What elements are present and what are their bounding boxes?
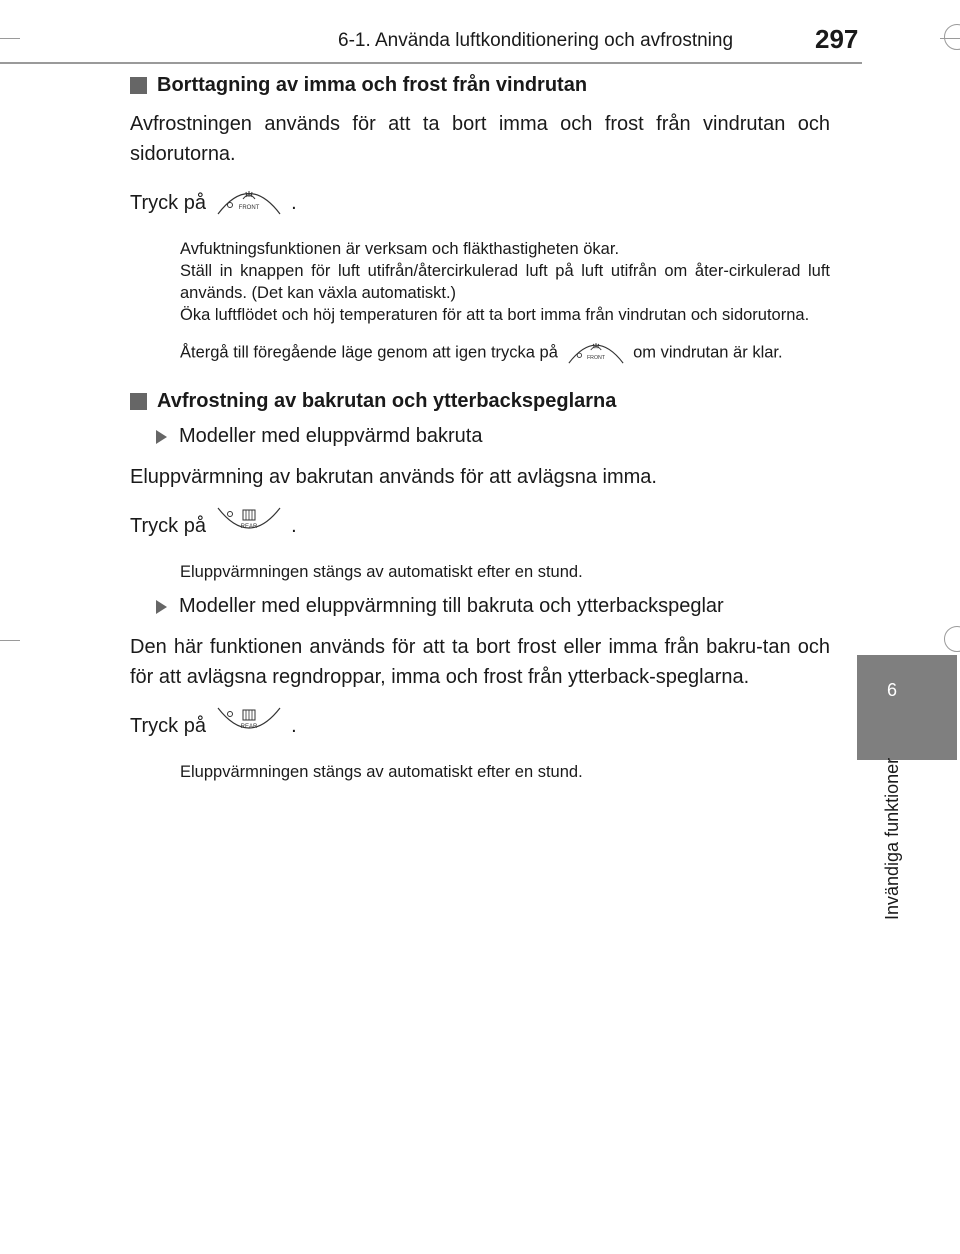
chapter-label: Invändiga funktioner	[882, 757, 902, 920]
note: Ställ in knappen för luft utifrån/återcirkulerad luft på luft utifrån om åter-cirkulerad luft används. (Det kan växla automatiskt.)	[180, 262, 830, 302]
note: Eluppvärmningen stängs av automatiskt efter en stund.	[180, 763, 583, 781]
section-heading	[130, 74, 830, 97]
page-number: 297	[815, 24, 859, 54]
front-defroster-icon	[216, 183, 282, 224]
triangle-bullet-icon	[156, 430, 167, 444]
rear-defroster-icon	[216, 506, 282, 547]
sub1-notes	[180, 561, 830, 583]
svg-text:FRONT: FRONT	[238, 205, 259, 211]
section1-intro: Avfrostningen används för att ta bort imma och frost från vindrutan och sidorutorna.	[130, 113, 830, 165]
triangle-bullet-icon	[156, 600, 167, 614]
crop-mark	[0, 640, 20, 641]
section1-heading: Borttagning av imma och frost från vindrutan	[157, 74, 588, 96]
section2-heading: Avfrostning av bakrutan och ytterbackspeglarna	[157, 390, 617, 412]
section-heading	[130, 390, 830, 413]
rear-defroster-icon	[216, 706, 282, 747]
svg-text:REAR: REAR	[240, 724, 257, 730]
registration-mark	[944, 626, 960, 652]
note: Återgå till föregående läge genom att igen trycka på FRONT om vindrutan är klar.	[180, 336, 830, 370]
square-bullet-icon	[130, 393, 147, 410]
sub2-notes	[180, 761, 830, 783]
front-defroster-icon	[567, 336, 625, 370]
sub2-text: Den här funktionen används för att ta bort frost eller imma från bakru-tan och för att avlägsna regndroppar, imma och frost från ytterback-speglarna.	[130, 636, 830, 688]
sub1-text: Eluppvärmning av bakrutan används för att avlägsna imma.	[130, 466, 657, 488]
note: Eluppvärmningen stängs av automatiskt efter en stund.	[180, 563, 583, 581]
note: Öka luftflödet och höj temperaturen för att ta bort imma från vindrutan och sidorutorna.	[180, 306, 810, 324]
subsection-title: Modeller med eluppvärmd bakruta	[156, 425, 830, 448]
chapter-number: 6	[886, 680, 897, 700]
section1-notes	[180, 238, 830, 370]
sub2-press: Tryck på REAR .	[130, 706, 830, 747]
page-content	[130, 74, 830, 789]
chapter-tab	[857, 655, 957, 760]
subsection-title: Modeller med eluppvärmning till bakruta och ytterbackspeglar	[156, 595, 830, 618]
svg-text:REAR: REAR	[240, 524, 257, 530]
note: Avfuktningsfunktionen är verksam och fläkthastigheten ökar.	[180, 240, 620, 258]
sub1-press: Tryck på REAR .	[130, 506, 830, 547]
crop-mark	[0, 38, 20, 39]
svg-text:FRONT: FRONT	[586, 354, 605, 361]
square-bullet-icon	[130, 77, 147, 94]
registration-mark	[944, 24, 960, 50]
section1-press: Tryck på FRONT .	[130, 183, 830, 224]
header-title: 6-1. Använda luftkonditionering och avfrostning	[338, 30, 734, 51]
header-rule	[0, 62, 862, 64]
